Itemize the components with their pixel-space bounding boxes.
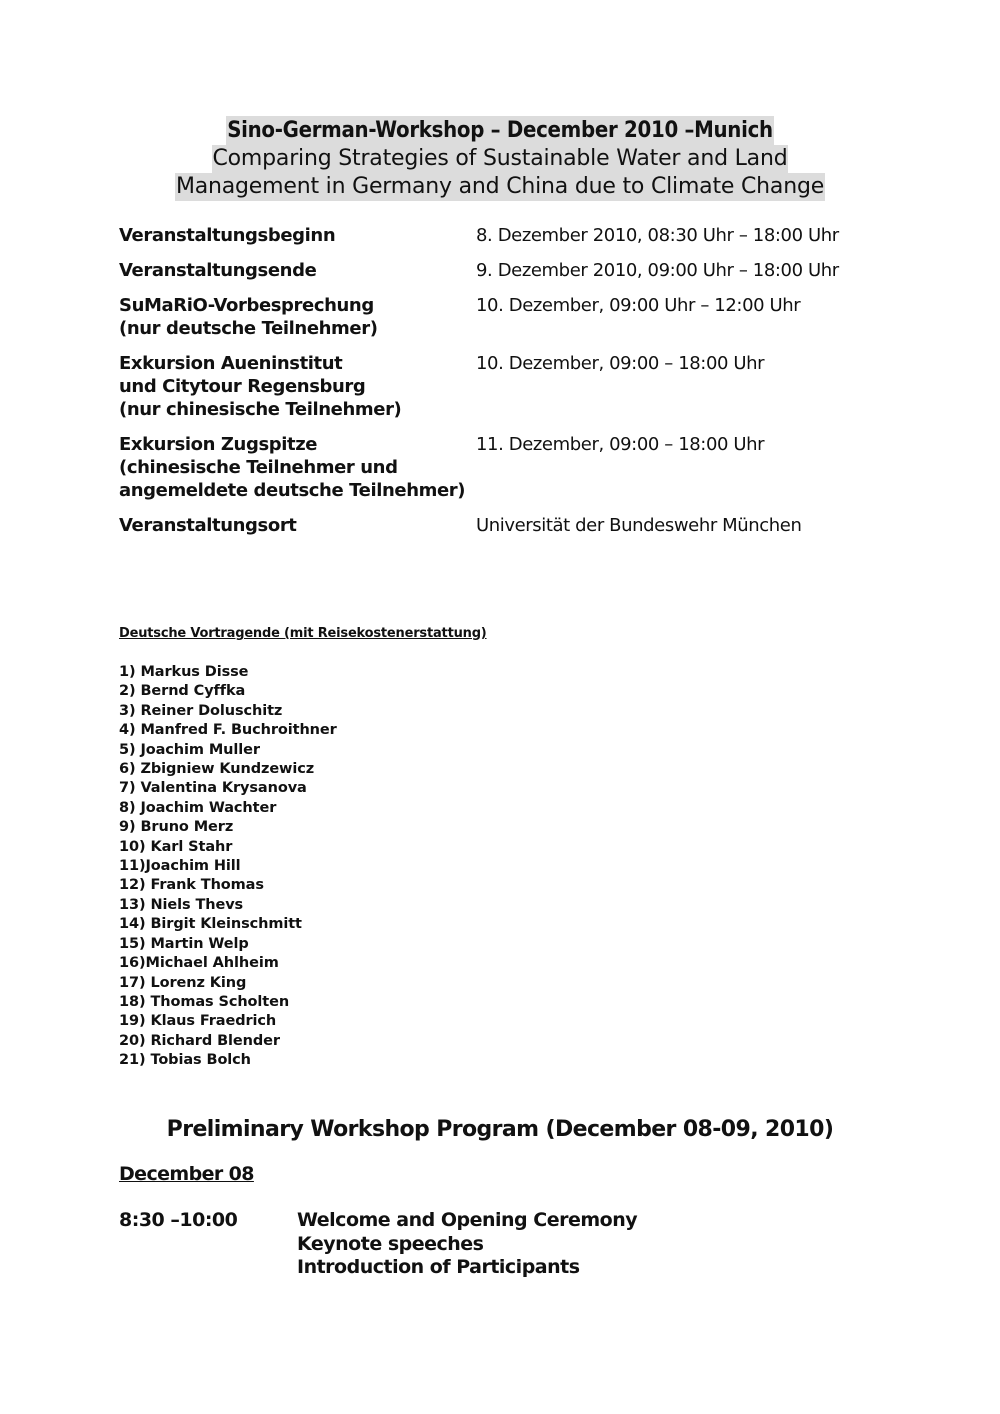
program-slot-item: Welcome and Opening Ceremony <box>297 1209 638 1231</box>
info-label-line: (nur deutsche Teilnehmer) <box>119 318 378 339</box>
info-label-line: (nur chinesische Teilnehmer) <box>119 399 402 420</box>
program-slot-items <box>297 1209 637 1280</box>
speaker-item: 17) Lorenz King <box>119 974 247 991</box>
event-info-table <box>119 224 879 549</box>
info-label <box>119 433 476 502</box>
speaker-item: 8) Joachim Wachter <box>119 799 277 816</box>
workshop-subtitle-line-2: Management in Germany and China due to Climate Change <box>175 174 825 199</box>
info-label <box>119 224 476 247</box>
speaker-item: 9) Bruno Merz <box>119 819 234 836</box>
info-label <box>119 259 476 282</box>
info-label-line: angemeldete deutsche Teilnehmer) <box>119 480 466 501</box>
speaker-item: 3) Reiner Doluschitz <box>119 702 283 719</box>
speaker-item: 16)Michael Ahlheim <box>119 955 279 972</box>
info-label-line: Exkursion Zugspitze <box>119 434 318 455</box>
info-value: 10. Dezember, 09:00 Uhr – 12:00 Uhr <box>476 295 801 316</box>
document-header <box>0 116 1000 201</box>
speaker-item: 6) Zbigniew Kundzewicz <box>119 761 315 778</box>
speaker-item: 15) Martin Welp <box>119 935 249 952</box>
speaker-item: 19) Klaus Fraedrich <box>119 1013 277 1030</box>
speaker-item: 2) Bernd Cyffka <box>119 683 246 700</box>
info-row <box>119 294 879 340</box>
speaker-item: 1) Markus Disse <box>119 664 249 680</box>
speaker-item: 18) Thomas Scholten <box>119 993 290 1010</box>
info-row <box>119 259 879 282</box>
info-label <box>119 352 476 421</box>
info-label-line: SuMaRiO-Vorbesprechung <box>119 295 374 316</box>
info-row <box>119 224 879 247</box>
program-slot-item: Introduction of Participants <box>297 1256 580 1278</box>
info-label-line: und Citytour Regensburg <box>119 376 366 397</box>
speaker-item: 12) Frank Thomas <box>119 877 264 894</box>
info-label-line: Veranstaltungsende <box>119 260 317 281</box>
speaker-item: 7) Valentina Krysanova <box>119 780 307 797</box>
info-value: 10. Dezember, 09:00 – 18:00 Uhr <box>476 353 765 374</box>
speaker-item: 5) Joachim Muller <box>119 741 260 758</box>
speakers-list <box>119 663 487 1071</box>
speaker-item: 13) Niels Thevs <box>119 896 244 913</box>
speaker-item: 4) Manfred F. Buchroithner <box>119 722 337 739</box>
info-row <box>119 352 879 421</box>
program-title: Preliminary Workshop Program (December 08-09, 2010) <box>166 1117 834 1142</box>
speaker-item: 21) Tobias Bolch <box>119 1052 251 1069</box>
speaker-item: 11)Joachim Hill <box>119 858 241 875</box>
info-label-line: (chinesische Teilnehmer und <box>119 457 398 478</box>
info-row <box>119 433 879 502</box>
info-label <box>119 294 476 340</box>
info-label-line: Exkursion Aueninstitut <box>119 353 343 374</box>
program-slot <box>119 1209 637 1280</box>
info-value: 11. Dezember, 09:00 – 18:00 Uhr <box>476 434 765 455</box>
speaker-item: 14) Birgit Kleinschmitt <box>119 916 302 933</box>
info-label-line: Veranstaltungsbeginn <box>119 225 336 246</box>
info-value: 9. Dezember 2010, 09:00 Uhr – 18:00 Uhr <box>476 260 839 281</box>
workshop-title: Sino-German-Workshop – December 2010 –Munich <box>227 118 773 143</box>
info-value: 8. Dezember 2010, 08:30 Uhr – 18:00 Uhr <box>476 225 839 246</box>
info-label <box>119 514 476 537</box>
program-slot-item: Keynote speeches <box>297 1232 484 1255</box>
speakers-title: Deutsche Vortragende (mit Reisekostenerstattung) <box>119 626 487 641</box>
info-label-line: Veranstaltungsort <box>119 515 297 536</box>
speaker-item: 20) Richard Blender <box>119 1032 280 1049</box>
speaker-item: 10) Karl Stahr <box>119 838 233 855</box>
workshop-subtitle-line-1: Comparing Strategies of Sustainable Water and Land <box>212 146 788 171</box>
speakers-section <box>119 626 487 1071</box>
info-value: Universität der Bundeswehr München <box>476 515 802 536</box>
program-day-title: December 08 <box>119 1163 254 1185</box>
info-row <box>119 514 879 537</box>
program-slot-time: 8:30 –10:00 <box>119 1209 238 1231</box>
